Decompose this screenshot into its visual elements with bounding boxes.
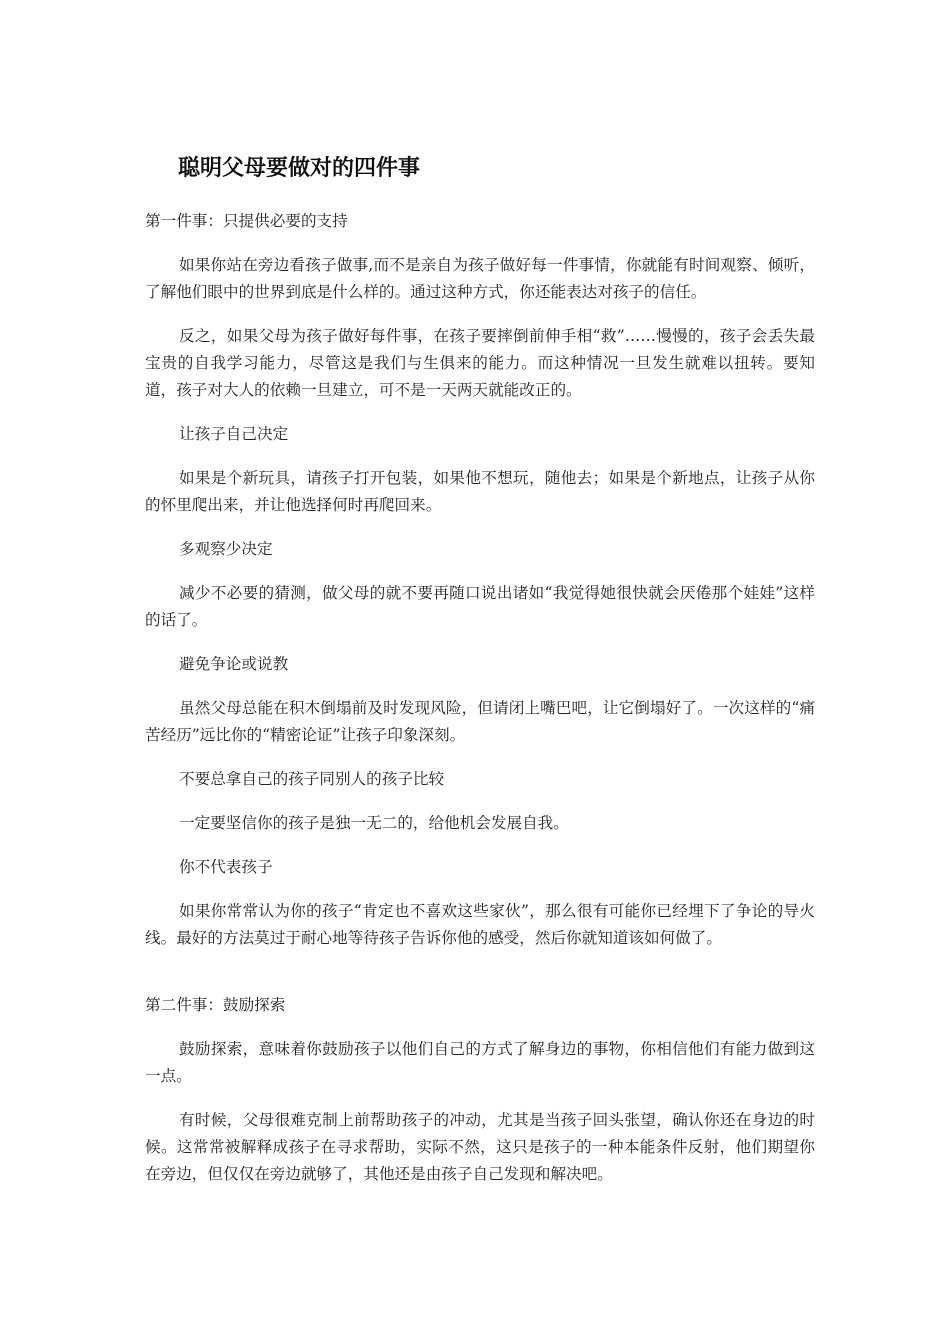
paragraph: 如果你站在旁边看孩子做事,而不是亲自为孩子做好每一件事情，你就能有时间观察、倾听，了解他们眼中的世界到底是什么样的。通过这种方式，你还能表达对孩子的信任。 — [145, 256, 815, 301]
subheading: 避免争论或说教 — [179, 655, 289, 673]
paragraph: 一定要坚信你的孩子是独一无二的，给他机会发展自我。 — [179, 814, 569, 832]
paragraph: 减少不必要的猜测，做父母的就不要再随口说出诸如“我觉得她很快就会厌倦那个娃娃”这样的话了。 — [145, 584, 815, 629]
paragraph: 鼓励探索，意味着你鼓励孩子以他们自己的方式了解身边的事物，你相信他们有能力做到这一点。 — [145, 1040, 815, 1085]
paragraph: 如果是个新玩具，请孩子打开包装，如果他不想玩，随他去；如果是个新地点，让孩子从你的怀里爬出来，并让他选择何时再爬回来。 — [145, 469, 815, 514]
section-heading-2: 第二件事：鼓励探索 — [145, 996, 286, 1014]
section-heading-1: 第一件事：只提供必要的支持 — [145, 212, 348, 230]
paragraph: 有时候，父母很难克制上前帮助孩子的冲动，尤其是当孩子回头张望，确认你还在身边的时候。这常常被解释成孩子在寻求帮助，实际不然，这只是孩子的一种本能条件反射，他们期望你在旁边，但仅仅在旁边就够了，其他还是由孩子自己发现和解决吧。 — [145, 1111, 815, 1183]
subheading: 你不代表孩子 — [179, 858, 273, 876]
page-title: 聪明父母要做对的四件事 — [178, 156, 421, 181]
subheading: 让孩子自己决定 — [179, 425, 289, 443]
paragraph: 反之，如果父母为孩子做好每件事，在孩子要摔倒前伸手相“救”……慢慢的，孩子会丢失最宝贵的自我学习能力，尽管这是我们与生俱来的能力。而这种情况一旦发生就难以扭转。要知道，孩子对大人的依赖一旦建立，可不是一天两天就能改正的。 — [145, 327, 815, 399]
paragraph: 虽然父母总能在积木倒塌前及时发现风险，但请闭上嘴巴吧，让它倒塌好了。一次这样的“痛苦经历”远比你的“精密论证”让孩子印象深刻。 — [145, 699, 815, 744]
subheading: 不要总拿自己的孩子同别人的孩子比较 — [179, 770, 445, 788]
paragraph: 如果你常常认为你的孩子“肯定也不喜欢这些家伙”，那么很有可能你已经埋下了争论的导火线。最好的方法莫过于耐心地等待孩子告诉你他的感受，然后你就知道该如何做了。 — [145, 902, 815, 947]
subheading: 多观察少决定 — [179, 540, 273, 558]
article-body — [145, 208, 815, 1205]
